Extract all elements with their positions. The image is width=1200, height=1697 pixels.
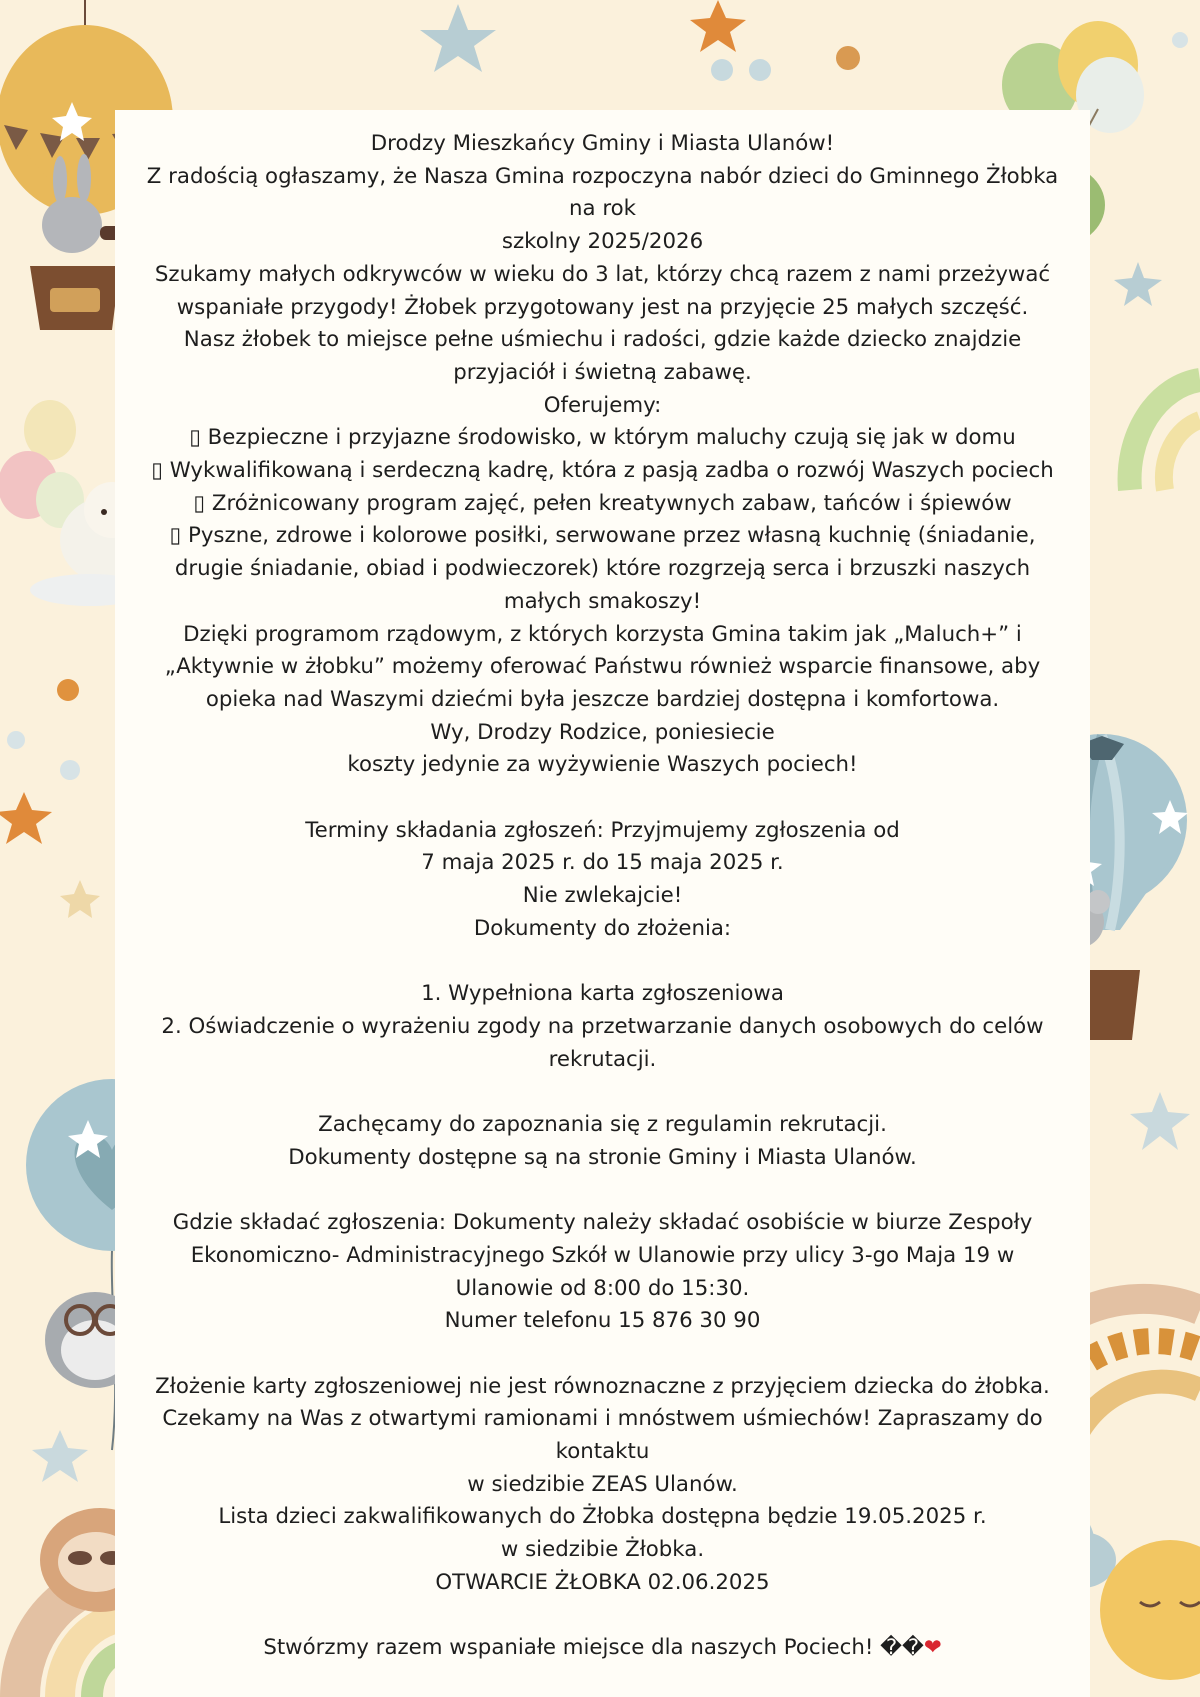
deadline-line: 7 maja 2025 r. do 15 maja 2025 r. <box>421 850 784 876</box>
closing-line: kontaktu <box>555 1439 650 1465</box>
rainbow-icon <box>1130 380 1200 490</box>
document-item: 1. Wypełniona karta zgłoszeniowa <box>421 981 784 1007</box>
offer-item: ▯ Bezpieczne i przyjazne środowisko, w którym maluchy czują się jak w domu <box>189 425 1016 451</box>
spacer <box>115 1174 1090 1207</box>
documents-heading: Dokumenty do złożenia: <box>473 915 732 941</box>
intro-line: Nasz żłobek to miejsce pełne uśmiechu i radości, gdzie każde dziecko znajdzie <box>183 327 1022 353</box>
deadline-line: Terminy składania zgłoszeń: Przyjmujemy zgłoszenia od <box>305 817 900 843</box>
deadline-line: Nie zwlekajcie! <box>522 883 683 909</box>
closing-line: Czekamy na Was z otwartymi ramionami i mnóstwem uśmiechów! Zapraszamy do <box>162 1406 1043 1432</box>
where-line: Gdzie składać zgłoszenia: Dokumenty należy składać osobiście w biurze Zespoły <box>172 1210 1033 1236</box>
funding-line: koszty jedynie za wyżywienie Waszych pociech! <box>347 752 858 778</box>
closing-line: w siedzibie Żłobka. <box>500 1537 705 1563</box>
spacer <box>115 1338 1090 1371</box>
letter-content <box>115 128 1090 1665</box>
closing-line: w siedzibie ZEAS Ulanów. <box>467 1471 738 1497</box>
intro-line: Szukamy małych odkrywców w wieku do 3 lat, którzy chcą razem z nami przeżywać <box>154 261 1051 287</box>
opening-date: OTWARCIE ŻŁOBKA 02.06.2025 <box>435 1569 770 1595</box>
signoff-text: Stwórzmy razem wspaniałe miejsce dla naszych Pociech! �� <box>263 1635 924 1661</box>
intro-line: Z radością ogłaszamy, że Nasza Gmina rozpoczyna nabór dzieci do Gminnego Żłobka <box>146 163 1059 189</box>
where-line: Ekonomiczno- Administracyjnego Szkół w Ulanowie przy ulicy 3-go Maja 19 w <box>190 1242 1015 1268</box>
funding-line: opieka nad Waszymi dziećmi była jeszcze bardziej dostępna i komfortowa. <box>205 686 1000 712</box>
greeting: Drodzy Mieszkańcy Gminy i Miasta Ulanów! <box>370 131 835 156</box>
heart-icon: ❤ <box>923 1635 942 1661</box>
intro-line: przyjaciół i świetną zabawę. <box>453 359 752 385</box>
phone-number: Numer telefonu 15 876 30 90 <box>444 1308 761 1334</box>
offer-heading: Oferujemy: <box>543 392 662 418</box>
spacer <box>115 1076 1090 1109</box>
funding-line: Dzięki programom rządowym, z których korzysta Gmina takim jak „Maluch+” i <box>183 621 1022 647</box>
intro-line: wspaniałe przygody! Żłobek przygotowany jest na przyjęcie 25 małych szczęść. <box>176 294 1029 320</box>
intro-line: szkolny 2025/2026 <box>501 229 704 255</box>
spacer <box>115 946 1090 979</box>
funding-line: Wy, Drodzy Rodzice, poniesiecie <box>430 719 775 745</box>
intro-line: na rok <box>569 196 636 222</box>
where-line: Ulanowie od 8:00 do 15:30. <box>455 1275 750 1301</box>
spacer <box>115 782 1090 815</box>
signoff <box>115 1632 1090 1665</box>
document-item: rekrutacji. <box>548 1046 657 1072</box>
regulations-line: Dokumenty dostępne są na stronie Gminy i Miasta Ulanów. <box>288 1144 917 1170</box>
offer-item: ▯ Zróżnicowany program zajęć, pełen kreatywnych zabaw, tańców i śpiewów <box>193 490 1012 516</box>
closing-line: Lista dzieci zakwalifikowanych do Żłobka dostępna będzie 19.05.2025 r. <box>218 1504 987 1530</box>
offer-item: ▯ Pyszne, zdrowe i kolorowe posiłki, serwowane przez własną kuchnię (śniadanie, <box>169 523 1036 549</box>
offer-item: ▯ Wykwalifikowaną i serdeczną kadrę, która z pasją zadba o rozwój Waszych pociech <box>151 458 1054 484</box>
offer-item: drugie śniadanie, obiad i podwieczorek) które rozgrzeją serca i brzuszki naszych <box>174 556 1031 582</box>
closing-line: Złożenie karty zgłoszeniowej nie jest równoznaczne z przyjęciem dziecka do żłobka. <box>155 1373 1050 1399</box>
offer-item: małych smakoszy! <box>503 588 702 614</box>
spacer <box>115 1600 1090 1633</box>
document-item: 2. Oświadczenie o wyrażeniu zgody na przetwarzanie danych osobowych do celów <box>161 1013 1044 1039</box>
regulations-line: Zachęcamy do zapoznania się z regulamin rekrutacji. <box>318 1112 887 1138</box>
funding-line: „Aktywnie w żłobku” możemy oferować Państwu również wsparcie finansowe, aby <box>164 654 1041 680</box>
